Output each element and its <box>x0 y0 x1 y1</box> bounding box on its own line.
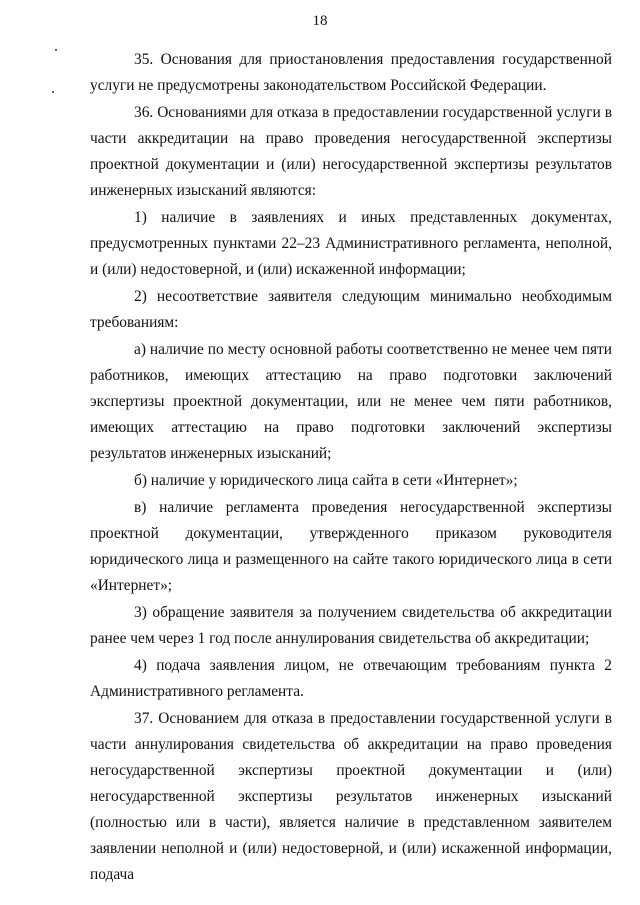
paragraph-36-item-3: 3) обращение заявителя за получением свидетельства об аккредитации ранее чем через 1 год после аннулирования свидетельства об аккредитации; <box>90 604 612 647</box>
paragraph-36-item-1: 1) наличие в заявлениях и иных представленных документах, предусмотренных пунктами 22–23 Административного регламента, неполной, и (или) недостоверной, и (или) искаженной информации; <box>90 209 612 278</box>
document-body <box>90 47 612 889</box>
paragraph-36: 36. Основаниями для отказа в предоставлении государственной услуги в части аккредитации на право проведения негосударственной экспертизы проектной документации и (или) негосударственной экспертизы результатов инженерных изысканий являются: <box>90 104 612 199</box>
paragraph-36-item-2: 2) несоответствие заявителя следующим минимально необходимым требованиям: <box>90 288 612 331</box>
scan-speck <box>55 49 57 51</box>
paragraph-36-item-4: 4) подача заявления лицом, не отвечающим требованиям пункта 2 Административного регламента. <box>90 657 612 700</box>
paragraph-36-item-2v: в) наличие регламента проведения негосударственной экспертизы проектной документации, утвержденного приказом руководителя юридического лица и размещенного на сайте такого юридического лица в сети «Интернет»; <box>90 499 612 594</box>
page-number: 18 <box>312 13 328 29</box>
paragraph-37: 37. Основанием для отказа в предоставлении государственной услуги в части аннулирования свидетельства об аккредитации на право проведения негосударственной экспертизы проектной документации и (или) негосударственной экспертизы результатов инженерных изысканий (полностью или в части), является наличие в представленном заявителем заявлении неполной и (или) недостоверной, и (или) искаженной информации, подача <box>90 710 612 883</box>
paragraph-36-item-2b: б) наличие у юридического лица сайта в сети «Интернет»; <box>134 472 518 489</box>
scan-speck <box>52 91 54 93</box>
paragraph-36-item-2a: а) наличие по месту основной работы соответственно не менее чем пяти работников, имеющих аттестацию на право подготовки заключений экспертизы проектной документации, или не менее чем пяти работников, имеющих аттестацию на право подготовки заключений экспертизы результатов инженерных изысканий; <box>90 341 612 462</box>
paragraph-35: 35. Основания для приостановления предоставления государственной услуги не предусмотрены законодательством Российской Федерации. <box>90 51 612 94</box>
